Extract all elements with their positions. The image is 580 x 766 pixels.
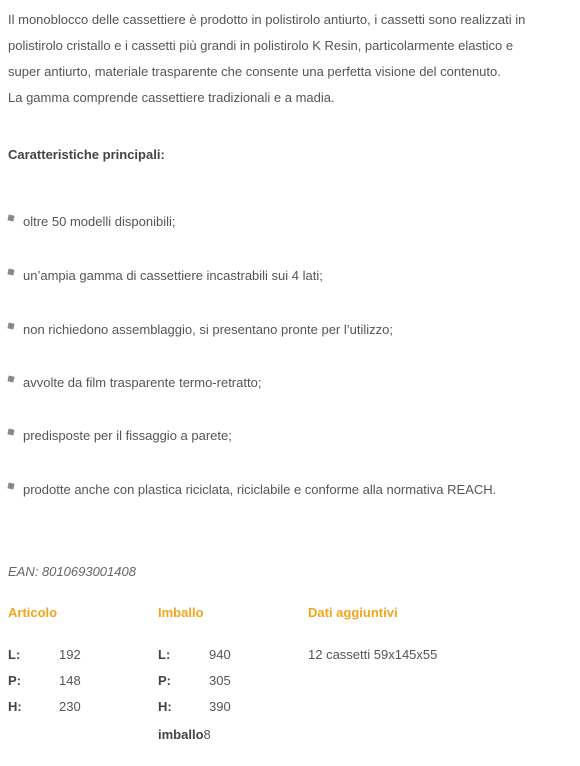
- feature-item: [8, 426, 232, 446]
- feature-item: [8, 480, 496, 500]
- feature-item: [8, 320, 393, 340]
- imballo-heading: Imballo: [158, 605, 204, 620]
- articolo-length-value: 192: [59, 647, 81, 662]
- description-line: super antiurto, materiale trasparente che consente una perfetta visione del contenuto.: [8, 64, 501, 79]
- imballo-length-label: L:: [158, 647, 171, 662]
- articolo-depth-label: P:: [8, 673, 21, 688]
- dati-heading: Dati aggiuntivi: [308, 605, 398, 620]
- imballo-count-value: 8: [203, 727, 211, 742]
- feature-text: non richiedono assemblaggio, si presentano pronte per l’utilizzo;: [23, 322, 393, 337]
- imballo-length-value: 940: [209, 647, 231, 662]
- dati-text: 12 cassetti 59x145x55: [308, 647, 438, 662]
- articolo-length-label: L:: [8, 647, 21, 662]
- product-description: [8, 7, 574, 111]
- imballo-depth-label: P:: [158, 673, 171, 688]
- bullet-icon: [7, 322, 14, 329]
- bullet-icon: [7, 482, 14, 489]
- feature-item: [8, 212, 175, 232]
- imballo-count-label: imballo: [158, 727, 204, 742]
- feature-text: avvolte da film trasparente termo-retratto;: [23, 375, 262, 390]
- bullet-icon: [7, 268, 14, 275]
- feature-text: predisposte per il fissaggio a parete;: [23, 428, 232, 443]
- feature-text: un’ampia gamma di cassettiere incastrabili sui 4 lati;: [23, 268, 323, 283]
- imballo-count: [158, 725, 211, 745]
- feature-text: prodotte anche con plastica riciclata, riciclabile e conforme alla normativa REACH.: [23, 482, 497, 497]
- bullet-icon: [7, 375, 14, 382]
- bullet-icon: [7, 428, 14, 435]
- ean-code: EAN: 8010693001408: [8, 564, 136, 579]
- articolo-heading: Articolo: [8, 605, 58, 620]
- description-line: polistirolo cristallo e i cassetti più grandi in polistirolo K Resin, particolarmente elastico e: [8, 38, 514, 53]
- imballo-depth-value: 305: [209, 673, 231, 688]
- feature-item: [8, 373, 261, 393]
- feature-item: [8, 266, 323, 286]
- features-heading: Caratteristiche principali:: [8, 147, 165, 162]
- feature-text: oltre 50 modelli disponibili;: [23, 214, 176, 229]
- bullet-icon: [7, 214, 14, 221]
- description-line: La gamma comprende cassettiere tradizionali e a madia.: [8, 90, 335, 105]
- articolo-height-label: H:: [8, 699, 22, 714]
- articolo-height-value: 230: [59, 699, 81, 714]
- imballo-height-label: H:: [158, 699, 172, 714]
- articolo-depth-value: 148: [59, 673, 81, 688]
- description-line: Il monoblocco delle cassettiere è prodotto in polistirolo antiurto, i cassetti sono realizzati in: [8, 12, 526, 27]
- imballo-height-value: 390: [209, 699, 231, 714]
